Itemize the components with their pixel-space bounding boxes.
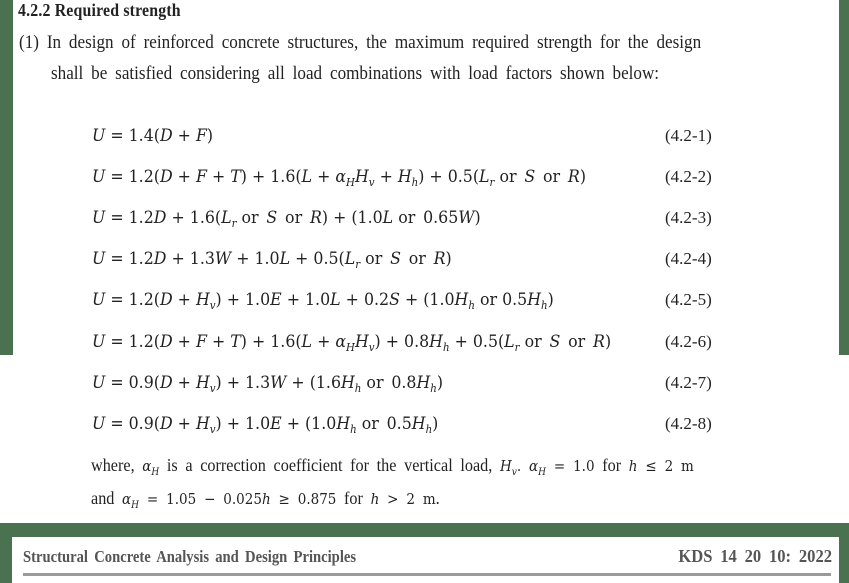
- equation-4-2-8: $U = 0.9(D + H_v) + 1.0E + (1.0H_h$ or $0.5H_h$): [92, 414, 439, 436]
- equation-4-2-4: $U = 1.2D + 1.3W + 1.0L + 0.5(L_r$ or S or R): [92, 249, 452, 271]
- footer-document-title: Structural Concrete Analysis and Design Principles: [23, 547, 357, 566]
- equation-4-2-5: $U = 1.2(D + H_v) + 1.0E + 1.0L + 0.2S + (1.0H_h$ or $0.5H_h$): [92, 290, 554, 312]
- equation-number: (4.2-1): [665, 126, 712, 145]
- equation-number: (4.2-3): [665, 208, 712, 227]
- footer-frame-top: [0, 523, 849, 537]
- equation-number: (4.2-5): [665, 290, 712, 309]
- equation-4-2-7: $U = 0.9(D + H_v) + 1.3W + (1.6H_h$ or $0.8H_h$): [92, 373, 444, 395]
- footer-document-code: KDS 14 20 10: 2022: [678, 546, 832, 566]
- equation-number: (4.2-4): [665, 249, 712, 268]
- paragraph-line-2: shall be satisfied considering all load combinations with load factors shown below:: [51, 63, 660, 84]
- section-heading: 4.2.2 Required strength: [18, 0, 181, 20]
- footer-frame-left: [0, 523, 12, 583]
- paragraph-line-1: (1) In design of reinforced concrete structures, the maximum required strength for the design: [19, 32, 702, 53]
- where-note-line-2: and $\alpha_H = 1.05 - 0.025h \ge 0.875$ for h > 2 m.: [91, 488, 440, 511]
- equation-number: (4.2-7): [665, 373, 712, 392]
- equation-4-2-6: $U = 1.2(D + F + T) + 1.6(L + \alpha_HH_v) + 0.8H_h + 0.5(L_r$ or S or R): [92, 332, 612, 354]
- footer-divider: [23, 573, 831, 576]
- equation-4-2-2: $U = 1.2(D + F + T) + 1.6(L + \alpha_HH_v + H_h) + 0.5(L_r$ or S or R): [92, 167, 586, 189]
- page-frame-right: [839, 0, 849, 355]
- footer-frame-right: [839, 523, 849, 583]
- page-frame-left: [0, 0, 13, 355]
- equation-4-2-3: $U = 1.2D + 1.6(L_r$ or S or R) + (1.0L or 0.65W): [92, 208, 481, 230]
- where-note-line-1: where, $\alpha_H$ is a correction coefficient for the vertical load, $H_v$. $\alpha_H = 1.0$ for h ≤ 2 m: [91, 455, 694, 478]
- equation-number: (4.2-6): [665, 332, 712, 351]
- equation-number: (4.2-8): [665, 414, 712, 433]
- equation-4-2-1: U = 1.4(D + F): [92, 126, 214, 146]
- equation-number: (4.2-2): [665, 167, 712, 186]
